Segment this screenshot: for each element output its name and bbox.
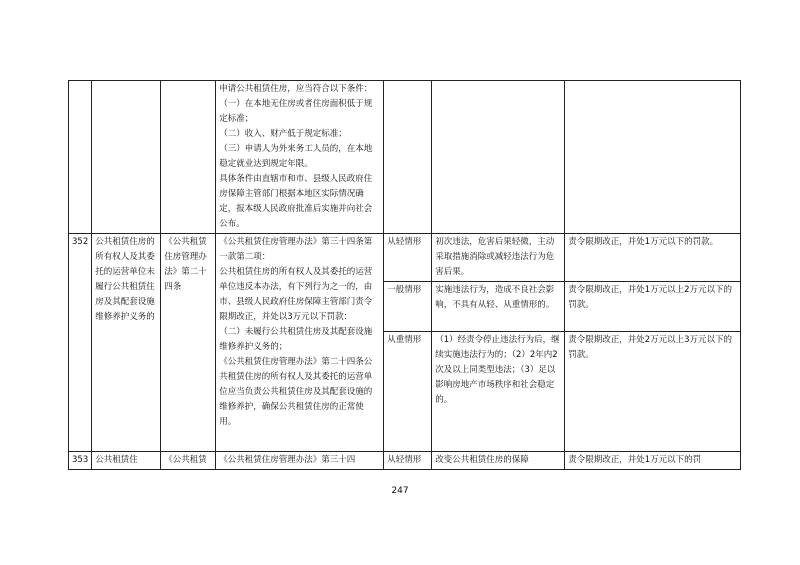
basis-cell: 《公共租赁住房管理办法》第二十四条 (161, 234, 216, 452)
penalty-cell: 责令限期改正，并处1万元以下的罚 (565, 452, 741, 470)
table-row (69, 234, 741, 282)
penalty-table (68, 80, 741, 470)
table-row (69, 452, 741, 470)
description-cell: 实施违法行为，造成不良社会影响，不具有从轻、从重情形的。 (432, 282, 565, 332)
subject-cell: 公共租赁住房的所有权人及其委托的运营单位未履行公共租赁住房及其配套设施维修养护义务的 (92, 234, 161, 452)
condition-cell: 《公共租赁住房管理办法》第三十四 (216, 452, 384, 470)
level-cell: 一般情形 (384, 282, 432, 332)
penalty-cell (565, 81, 741, 234)
subject-cell (92, 81, 161, 234)
level-cell: 从重情形 (384, 332, 432, 452)
page-number: 247 (391, 486, 409, 496)
description-cell: 初次违法，危害后果轻微，主动采取措施消除或减轻违法行为危害后果。 (432, 234, 565, 282)
penalty-cell: 责令限期改正，并处1万元以下的罚款。 (565, 234, 741, 282)
condition-cell: 《公共租赁住房管理办法》第三十四条第一款第二项： 公共租赁住房的所有权人及其委托的运营单位违反本办法，有下列行为之一的，由市、县级人民政府住房保障主管部门责令限期改正，并处以3万元以下罚款： （二）未履行公共租赁住房及其配套设施维修养护义务的； 《公共租赁住房管理办法》第二十四条公共租赁住房的所有权人及其委托的运营单位应当负责公共租赁住房及其配套设施的维修养护，确保公共租赁住房的正常使用。 (216, 234, 384, 452)
level-cell: 从轻情形 (384, 452, 432, 470)
table-row (69, 81, 741, 234)
penalty-cell: 责令限期改正，并处1万元以上2万元以下的罚款。 (565, 282, 741, 332)
row-number-cell (69, 81, 92, 234)
description-cell (432, 81, 565, 234)
basis-cell (161, 81, 216, 234)
row-number-cell: 352 (69, 234, 92, 452)
row-number-cell: 353 (69, 452, 92, 470)
level-cell: 从轻情形 (384, 234, 432, 282)
level-cell (384, 81, 432, 234)
description-cell: （1）经责令停止违法行为后，继续实施违法行为的；（2）2年内2次及以上同类型违法；（3）足以影响房地产市场秩序和社会稳定的。 (432, 332, 565, 452)
basis-cell: 《公共租赁 (161, 452, 216, 470)
condition-cell: 申请公共租赁住房，应当符合以下条件： （一）在本地无住房或者住房面积低于规定标准； （二）收入、财产低于规定标准； （三）申请人为外来务工人员的，在本地稳定就业达到规定年限。 具体条件由直辖市和市、县级人民政府住房保障主管部门根据本地区实际情况确定，报本级人民政府批准后实施并向社会公布。 (216, 81, 384, 234)
penalty-cell: 责令限期改正，并处2万元以上3万元以下的罚款。 (565, 332, 741, 452)
description-cell: 改变公共租赁住房的保障 (432, 452, 565, 470)
subject-cell: 公共租赁住 (92, 452, 161, 470)
